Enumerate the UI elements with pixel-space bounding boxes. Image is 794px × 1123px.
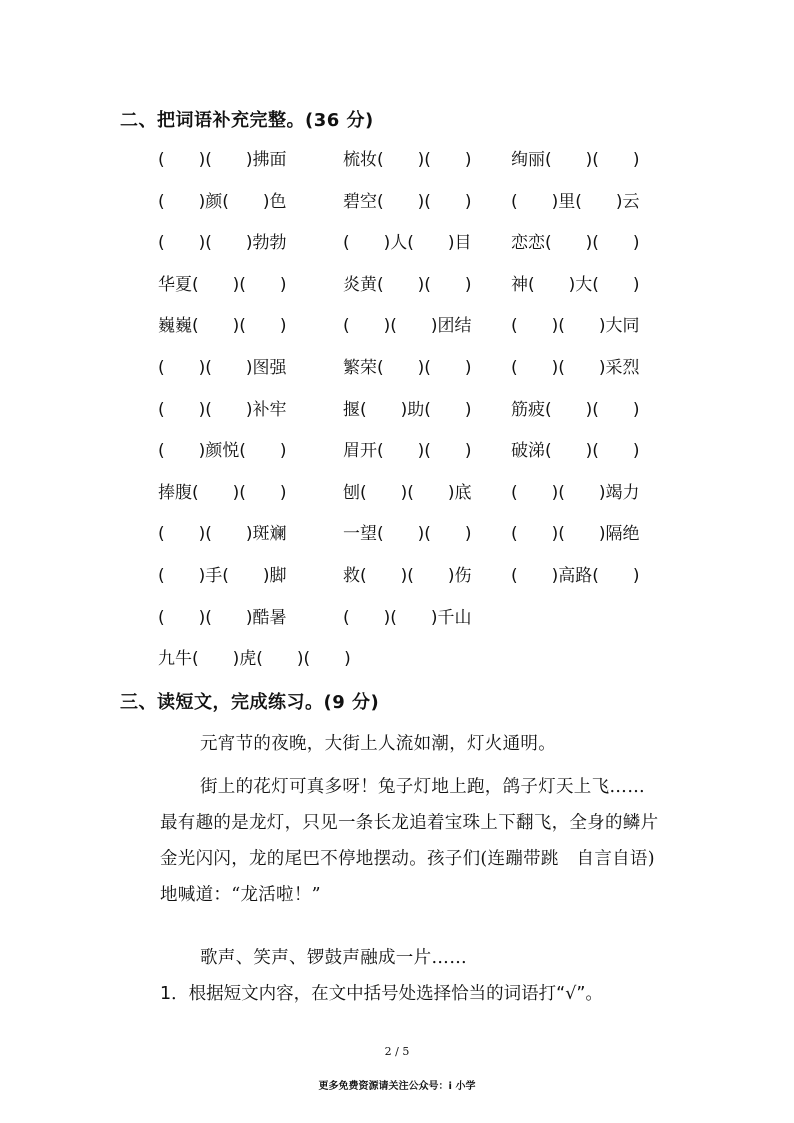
page-number: 2 / 5 xyxy=(384,1045,410,1058)
section-2-heading: 二、把词语补充完整。(36 分) xyxy=(120,110,374,131)
idiom-blank: ( )( )补牢 xyxy=(158,399,287,420)
idiom-blank: ( )( )采烈 xyxy=(511,357,640,378)
passage-paragraph-3: 歌声、笑声、锣鼓声融成一片…… xyxy=(200,948,467,968)
idiom-blank: ( )( )团结 xyxy=(343,316,472,337)
idiom-blank: 刨( )( )底 xyxy=(343,482,472,503)
grid-row xyxy=(158,603,718,645)
grid-row xyxy=(158,478,718,520)
idiom-blank: 破涕( )( ) xyxy=(511,441,640,462)
grid-row xyxy=(158,395,718,437)
idiom-blank: ( )( )拂面 xyxy=(158,150,287,170)
passage-paragraph-2-text: 街上的花灯可真多呀！兔子灯地上跑，鸽子灯天上飞……最有趣的是龙灯，只见一条长龙追着宝珠上下翻飞，全身的鳞片金光闪闪，龙的尾巴不停地摆动。孩子们(连蹦带跳 自言自语)地喊道：“龙活啦！” xyxy=(160,777,659,905)
idiom-blank: 恋恋( )( ) xyxy=(511,233,640,254)
idiom-blank: 眉开( )( ) xyxy=(343,441,472,462)
grid-row xyxy=(158,270,718,312)
idiom-blank: ( )手( )脚 xyxy=(158,565,287,586)
idiom-blank: 繁荣( )( ) xyxy=(343,357,472,378)
idiom-blank: ( )高路( ) xyxy=(511,565,640,586)
idiom-blank: ( )颜( )色 xyxy=(158,191,287,212)
grid-row xyxy=(158,561,718,603)
idiom-blank: 救( )( )伤 xyxy=(343,565,472,586)
grid-row xyxy=(158,644,718,686)
passage-paragraph-2 xyxy=(160,769,660,913)
idiom-blank: 华夏( )( ) xyxy=(158,274,287,295)
idiom-blank: ( )( )图强 xyxy=(158,357,287,378)
passage-paragraph-1: 元宵节的夜晚，大街上人流如潮，灯火通明。 xyxy=(200,734,556,754)
grid-row xyxy=(158,353,718,395)
idiom-blank: 捧腹( )( ) xyxy=(158,482,287,503)
idiom-blank: ( )( )大同 xyxy=(511,316,640,337)
idiom-blank: ( )人( )目 xyxy=(343,233,472,254)
idiom-blank: ( )( )隔绝 xyxy=(511,524,640,545)
idiom-fill-grid xyxy=(158,145,718,686)
idiom-blank: ( )里( )云 xyxy=(511,191,640,212)
idiom-blank: 筋疲( )( ) xyxy=(511,399,640,420)
idiom-blank: 炎黄( )( ) xyxy=(343,274,472,295)
grid-row xyxy=(158,228,718,270)
idiom-blank: ( )( )勃勃 xyxy=(158,233,287,254)
idiom-blank: ( )颜悦( ) xyxy=(158,441,287,462)
idiom-blank: ( )( )千山 xyxy=(343,607,472,628)
idiom-blank: 九牛( )虎( )( ) xyxy=(158,649,351,670)
idiom-blank: 一望( )( ) xyxy=(343,524,472,545)
idiom-blank: 揠( )助( ) xyxy=(343,399,472,420)
grid-row xyxy=(158,145,718,187)
idiom-blank: ( )( )竭力 xyxy=(511,482,640,503)
grid-row xyxy=(158,311,718,353)
idiom-blank: ( )( )酷暑 xyxy=(158,607,287,628)
idiom-blank: 碧空( )( ) xyxy=(343,191,472,212)
grid-row xyxy=(158,436,718,478)
grid-row xyxy=(158,519,718,561)
idiom-blank: 巍巍( )( ) xyxy=(158,316,287,337)
idiom-blank: ( )( )斑斓 xyxy=(158,524,287,545)
footer-note: 更多免费资源请关注公众号：i 小学 xyxy=(318,1081,476,1092)
idiom-blank: 神( )大( ) xyxy=(511,274,640,295)
section-3-heading: 三、读短文，完成练习。(9 分) xyxy=(120,692,380,713)
grid-row xyxy=(158,187,718,229)
idiom-blank: 绚丽( )( ) xyxy=(511,150,640,170)
idiom-blank: 梳妆( )( ) xyxy=(343,150,472,170)
question-1: 1．根据短文内容，在文中括号处选择恰当的词语打“√”。 xyxy=(160,984,603,1004)
